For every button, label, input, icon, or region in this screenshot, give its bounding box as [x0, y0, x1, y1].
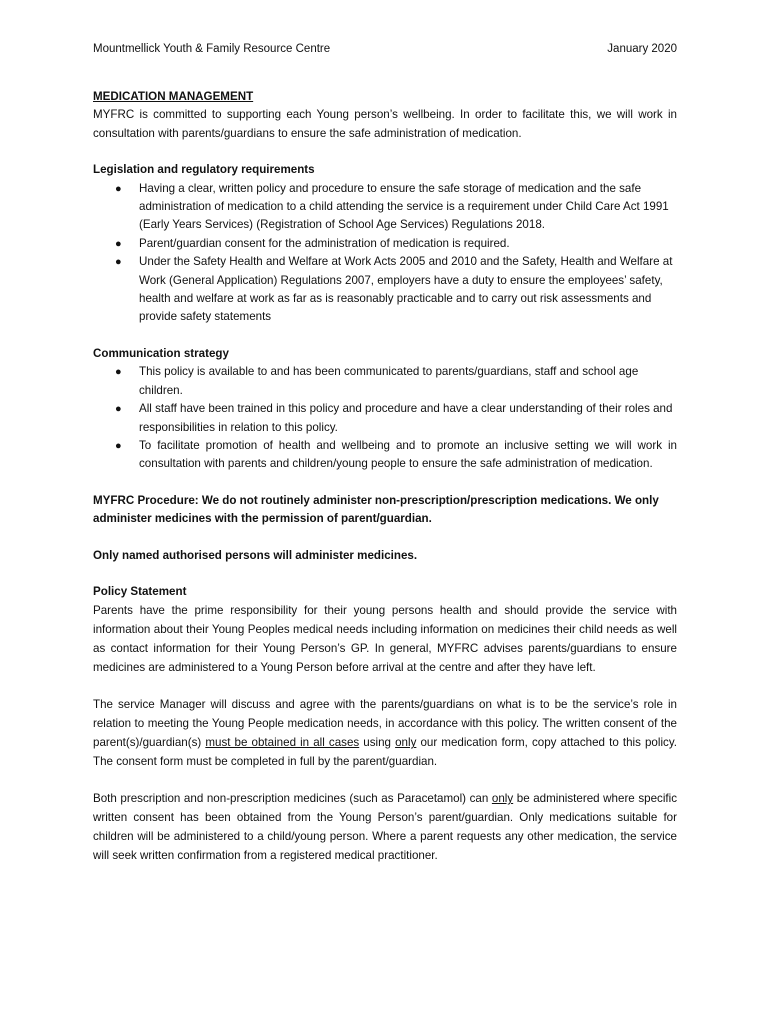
- header-date: January 2020: [607, 43, 677, 55]
- list-item: ● Under the Safety Health and Welfare at Work Acts 2005 and 2010 and the Safety, Health and Welfare at Work (General Application) Regulations 2007, employers have a duty to ensure the employees’ safety, health and welfare at work as far as is reasonably practicable and to carry out risk assessments and provide safety statements: [115, 255, 673, 324]
- list-item: ● To facilitate promotion of health and wellbeing and to promote an inclusive setting we will work in consultation with parents and children/young people to ensure the safe administration of medication.: [115, 438, 677, 471]
- intro-paragraph: MYFRC is committed to supporting each Young person’s wellbeing. In order to facilitate this, we will work in consultation with parents/guardians to ensure the safe administration of medication.: [93, 108, 677, 140]
- list-item: ● Having a clear, written policy and procedure to ensure the safe storage of medication and the safe administration of medication to a child attending the service is a requirement under Child Care Act 1991 (Early Years Services) (Registration of School Age Services) Regulations 2018.: [115, 181, 669, 232]
- list-item: ● This policy is available to and has been communicated to parents/guardians, staff and school age children.: [115, 365, 639, 397]
- bullet-icon: ●: [115, 237, 122, 250]
- bullet-icon: ●: [115, 182, 122, 195]
- named-persons-statement: Only named authorised persons will administer medicines.: [93, 548, 418, 562]
- bullet-icon: ●: [115, 439, 122, 452]
- policy-paragraph-1: Parents have the prime responsibility for their young persons health and should provide the service with information about their Young Peoples medical needs including information on medicines their child needs as well as contact information for their Young Person’s GP. In general, MYFRC advises parents/guardians to ensure medicines are administered to a Young Person before arrival at the centre and after they have left.: [93, 604, 677, 675]
- bullet-icon: ●: [115, 403, 122, 416]
- bullet-icon: ●: [115, 256, 122, 269]
- list-item: ● Parent/guardian consent for the administration of medication is required.: [93, 235, 677, 253]
- legislation-list: [93, 180, 677, 327]
- emphasis-text: only: [395, 736, 417, 750]
- policy-heading: Policy Statement: [93, 584, 187, 598]
- procedure-statement: MYFRC Procedure: We do not routinely administer non-prescription/prescription medications. We only administer medicines with the permission of parent/guardian.: [93, 493, 659, 526]
- document-title: MEDICATION MANAGEMENT: [93, 90, 254, 103]
- page-header: [93, 43, 677, 55]
- communication-heading: Communication strategy: [93, 346, 229, 360]
- legislation-heading: Legislation and regulatory requirements: [93, 163, 315, 177]
- document-body: [93, 88, 677, 865]
- header-organisation: Mountmellick Youth & Family Resource Centre: [93, 43, 331, 55]
- communication-list: [93, 363, 677, 473]
- policy-paragraph-3: Both prescription and non-prescription medicines (such as Paracetamol) can only be administered where specific written consent has been obtained from the Young Person’s parent/guardian. Only medications suitable for children will be administered to a child/young person. Where a parent requests any other medication, the service will seek written confirmation from a registered medical practitioner.: [93, 792, 677, 863]
- emphasis-text: must be obtained in all cases: [205, 736, 360, 750]
- policy-paragraph-2: The service Manager will discuss and agree with the parents/guardians on what is to be the service’s role in relation to meeting the Young People medication needs, in accordance with this policy. The written consent of the parent(s)/guardian(s) must be obtained in all cases using only our medication form, copy attached to this policy. The consent form must be completed in full by the parent/guardian.: [93, 698, 677, 769]
- emphasis-text: only: [491, 792, 514, 806]
- bullet-icon: ●: [115, 366, 122, 379]
- list-item: ● All staff have been trained in this policy and procedure and have a clear understanding of their roles and responsibilities in relation to this policy.: [115, 402, 673, 434]
